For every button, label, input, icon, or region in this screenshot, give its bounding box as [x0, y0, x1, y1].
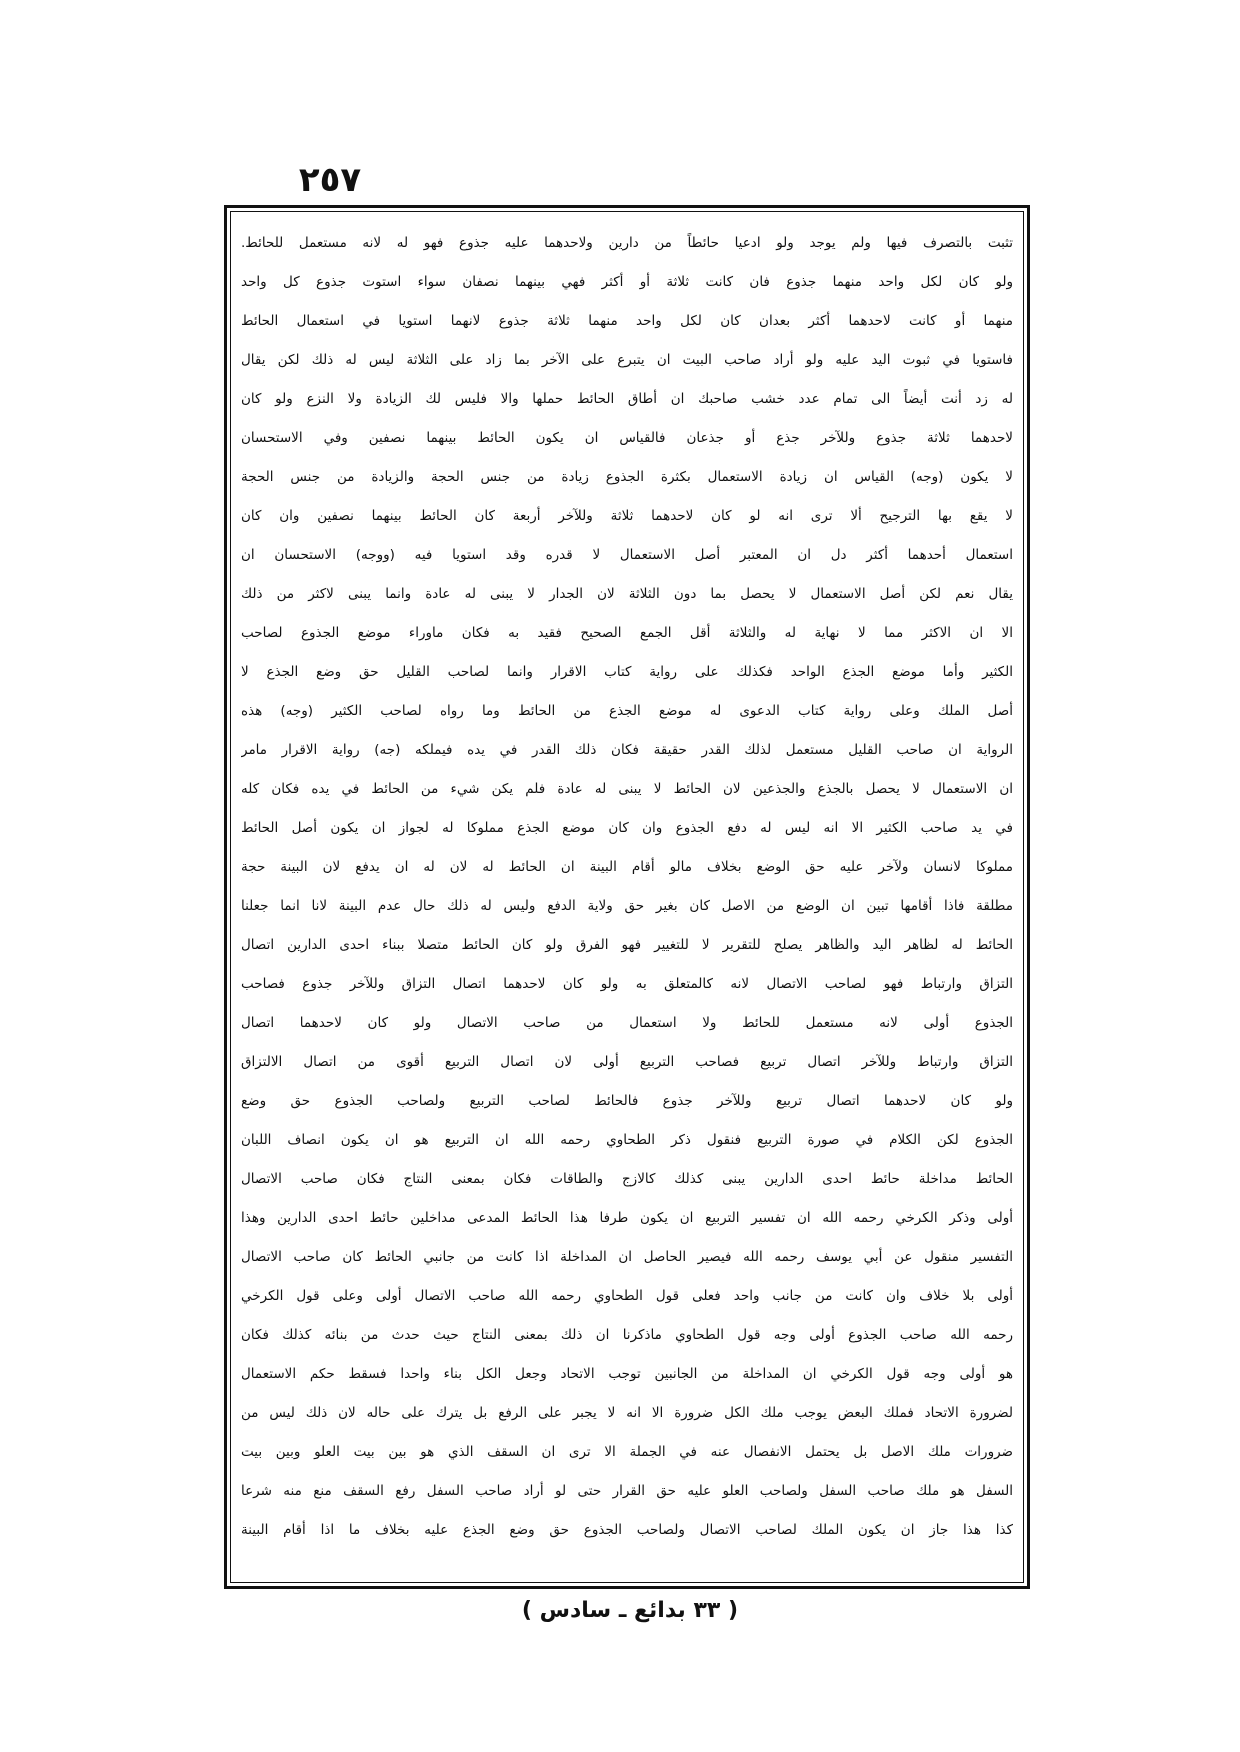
text-line: الرواية ان صاحب القليل مستعمل لذلك القدر حقيقة فكان ذلك القدر في يده فيملكه (جه) رواية الاقرار مامر — [241, 742, 1013, 758]
text-line: التزاق وارتباط وللآخر اتصال تربيع فصاحب التربيع أولى لان اتصال التربيع أقوى من اتصال الالتزاق — [241, 1054, 1013, 1070]
text-line: السفل هو ملك صاحب السفل ولصاحب العلو عليه حق القرار حتى لو أراد صاحب السفل رفع السقف منع منه شرعا — [241, 1483, 1013, 1499]
text-line: تثبت بالتصرف فيها ولم يوجد ولو ادعيا حائطاً من دارين ولاحدهما عليه جذوع فهو له لانه مستعمل للحائط. — [241, 235, 1013, 251]
text-line: في يد صاحب الكثير الا انه ليس له دفع الجذوع وان كان موضع الجذع مملوكا له لجواز ان يكون أصل الحائط — [241, 820, 1013, 836]
text-line: التزاق وارتباط فهو لصاحب الاتصال لانه كالمتعلق به ولو كان لاحدهما اتصال التزاق وللآخر جذوع فصاحب — [241, 976, 1013, 992]
text-line: ولو كان لكل واحد منهما جذوع فان كانت ثلاثة أو أكثر فهي بينهما نصفان سواء استوت جذوع كل واحد — [241, 274, 1013, 290]
text-line: كذا هذا جاز ان يكون الملك لصاحب الاتصال ولصاحب الجذوع حق وضع الجذع عليه بخلاف ما اذا أقام البينة — [241, 1522, 1013, 1538]
text-line: الكثير وأما موضع الجذع الواحد فكذلك على رواية كتاب الاقرار وانما لصاحب القليل حق وضع الجذع لا — [241, 664, 1013, 680]
text-line: الا ان الاكثر مما لا نهاية له والثلاثة أقل الجمع الصحيح فقيد به فكان ماوراء موضع الجذوع لصاحب — [241, 625, 1013, 641]
text-line: أصل الملك وعلى رواية كتاب الدعوى له موضع الجذع من الحائط وما رواه لصاحب الكثير (وجه) هذه — [241, 703, 1013, 719]
text-line: الجذوع لكن الكلام في صورة التربيع فنقول ذكر الطحاوي رحمه الله ان التربيع هو ان يكون انصاف اللبان — [241, 1132, 1013, 1148]
text-line: هو أولى وجه قول الكرخي ان المداخلة من الجانبين توجب الاتحاد وجعل الكل بناء واحدا فسقط حكم الاستعمال — [241, 1366, 1013, 1382]
text-line: لا يكون (وجه) القياس ان زيادة الاستعمال بكثرة الجذوع زيادة من جنس الحجة والزيادة من جنس الحجة — [241, 469, 1013, 485]
text-line: الحائط مداخلة حائط احدى الدارين يبنى كذلك كالازج والطاقات فكان بمعنى النتاج فكان صاحب الاتصال — [241, 1171, 1013, 1187]
text-line: لضرورة الاتحاد فملك البعض يوجب ملك الكل ضرورة الا انه لا يجبر على الرفع بل يترك على حاله لان ذلك ليس من — [241, 1405, 1013, 1421]
text-line: رحمه الله صاحب الجذوع أولى وجه قول الطحاوي ماذكرنا ان ذلك بمعنى النتاج حيث حدث من بنائه كذلك فكان — [241, 1327, 1013, 1343]
text-line: استعمال أحدهما أكثر دل ان المعتبر أصل الاستعمال لا قدره وقد استويا فيه (ووجه) الاستحسان ان — [241, 547, 1013, 563]
text-line: ولو كان لاحدهما اتصال تربيع وللآخر جذوع فالحائط لصاحب التربيع ولصاحب الجذوع حق وضع — [241, 1093, 1013, 1109]
text-line: مطلقة فاذا أقامها تبين ان الوضع من الاصل كان بغير حق ولاية الدفع وليس له ذلك حال عدم البينة لانا انما جعلنا — [241, 898, 1013, 914]
page-number: ٢٥٧ — [298, 160, 362, 200]
text-line: منهما أو كانت لاحدهما أكثر بعدان كان لكل واحد منهما ثلاثة جذوع لانهما استويا في استعمال الحائط — [241, 313, 1013, 329]
text-line: أولى وذكر الكرخي رحمه الله ان تفسير التربيع ان يكون طرفا هذا الحائط المدعى مداخلين حائط احدى الدارين وهذا — [241, 1210, 1013, 1226]
text-line: التفسير منقول عن أبي يوسف رحمه الله فيصير الحاصل ان المداخلة اذا كانت من جانبي الحائط كان صاحب الاتصال — [241, 1249, 1013, 1265]
text-line: يقال نعم لكن أصل الاستعمال لا يحصل بما دون الثلاثة لان الجدار لا يبنى له عادة وانما يبنى لاكثر من ذلك — [241, 586, 1013, 602]
text-line: ان الاستعمال لا يحصل بالجذع والجذعين لان الحائط لا يبنى له عادة فلم يكن شيء من الحائط في يده فكان كله — [241, 781, 1013, 797]
text-line: له زد أنت أيضاً الى تمام عدد خشب صاحبك ان أطاق الحائط حملها والا فليس لك الزيادة ولا النزع ولو كان — [241, 391, 1013, 407]
text-line: أولى بلا خلاف وان كانت من جانب واحد فعلى قول الطحاوي رحمه الله صاحب الاتصال أولى وعلى قول الكرخي — [241, 1288, 1013, 1304]
text-frame — [230, 211, 1024, 1583]
text-line: ضرورات ملك الاصل بل يحتمل الانفصال عنه في الجملة الا ترى ان السقف الذي هو بين بيت العلو وبين بيت — [241, 1444, 1013, 1460]
text-line: مملوكا لانسان ولآخر عليه حق الوضع بخلاف مالو أقام البينة ان الحائط له لان له ان يدفع لان البينة حجة — [241, 859, 1013, 875]
text-line: الحائط له لظاهر اليد والظاهر يصلح للتقرير لا للتغيير فهو الفرق ولو كان الحائط متصلا ببناء احدى الدارين اتصال — [241, 937, 1013, 953]
footer-signature: ( ٣٣ بدائع ـ سادس ) — [521, 1598, 739, 1623]
text-line: الجذوع أولى لانه مستعمل للحائط ولا استعمال من صاحب الاتصال ولو كان لاحدهما اتصال — [241, 1015, 1013, 1031]
text-line: فاستويا في ثبوت اليد عليه ولو أراد صاحب البيت ان يتبرع على الآخر بما زاد على الثلاثة ليس له ذلك لكن يقال — [241, 352, 1013, 368]
text-line: لاحدهما ثلاثة جذوع وللآخر جذع أو جذعان فالقياس ان يكون الحائط بينهما نصفين وفي الاستحسان — [241, 430, 1013, 446]
text-line: لا يقع بها الترجيح ألا ترى انه لو كان لاحدهما ثلاثة وللآخر أربعة كان الحائط بينهما نصفين وان كان — [241, 508, 1013, 524]
